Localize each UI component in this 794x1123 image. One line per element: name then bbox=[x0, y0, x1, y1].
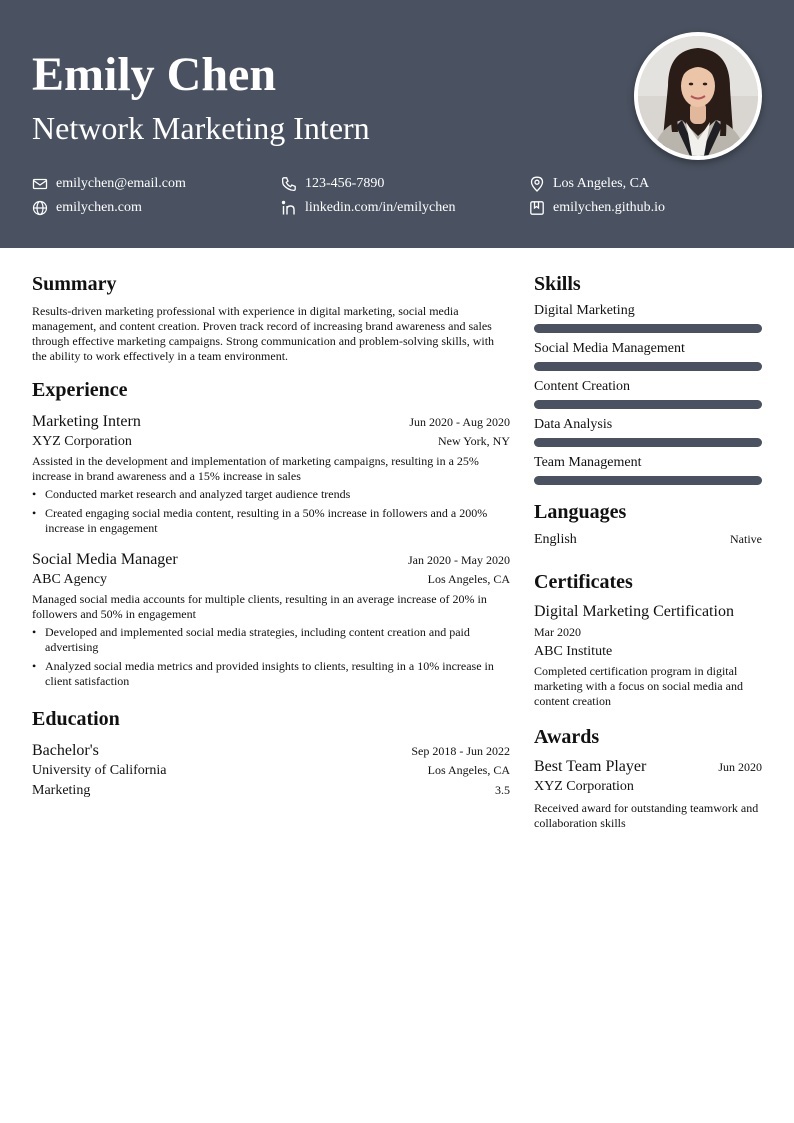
skill-name: Team Management bbox=[534, 455, 642, 470]
experience-description: Managed social media accounts for multiple clients, resulting in an average increase of 20% in followers and 50% in engagement bbox=[32, 592, 487, 621]
resume-header bbox=[0, 0, 794, 248]
contact-portfolio[interactable] bbox=[529, 196, 665, 220]
certificates-section bbox=[534, 570, 762, 709]
skill-level-fill bbox=[534, 476, 762, 485]
globe-icon bbox=[32, 200, 48, 216]
profile-photo bbox=[634, 32, 762, 160]
summary-heading: Summary bbox=[32, 273, 117, 295]
experience-dates: Jan 2020 - May 2020 bbox=[408, 553, 510, 567]
experience-location: Los Angeles, CA bbox=[427, 572, 510, 586]
main-column bbox=[32, 272, 510, 801]
experience-company: XYZ Corporation bbox=[32, 434, 132, 449]
experience-role: Marketing Intern bbox=[32, 413, 141, 430]
award-name: Best Team Player bbox=[534, 758, 647, 775]
skill-item bbox=[534, 340, 762, 371]
education-location: Los Angeles, CA bbox=[427, 763, 510, 777]
experience-description: Assisted in the development and implementation of marketing campaigns, resulting in a 25% increase in brand awareness and a 15% increase in sales bbox=[32, 454, 479, 483]
education-heading: Education bbox=[32, 708, 120, 730]
skill-item bbox=[534, 454, 762, 485]
certificate-issuer: ABC Institute bbox=[534, 644, 613, 659]
languages-section bbox=[534, 500, 762, 550]
experience-heading: Experience bbox=[32, 379, 128, 401]
skill-level-bar bbox=[534, 324, 762, 333]
experience-entry bbox=[32, 550, 510, 689]
skill-name: Digital Marketing bbox=[534, 303, 635, 318]
awards-heading: Awards bbox=[534, 726, 600, 748]
skill-level-bar bbox=[534, 362, 762, 371]
job-title: Network Marketing Intern bbox=[32, 110, 370, 146]
skill-level-bar bbox=[534, 400, 762, 409]
contact-linkedin[interactable] bbox=[281, 196, 455, 220]
experience-bullet: • Created engaging social media content, resulting in a 50% increase in followers and a 200% increase in engagement bbox=[32, 506, 510, 536]
skills-heading: Skills bbox=[534, 273, 581, 295]
skill-name: Social Media Management bbox=[534, 341, 685, 356]
contact-website-text: emilychen.com bbox=[56, 200, 142, 215]
experience-bullet: • Analyzed social media metrics and provided insights to clients, resulting in a 10% increase in client satisfaction bbox=[32, 659, 510, 689]
education-dates: Sep 2018 - Jun 2022 bbox=[411, 744, 510, 758]
side-column bbox=[534, 272, 762, 831]
experience-bullet: • Developed and implemented social media strategies, including content creation and paid advertising bbox=[32, 625, 510, 655]
certificates-heading: Certificates bbox=[534, 571, 633, 593]
certificate-description: Completed certification program in digital marketing with a focus on social media and content creation bbox=[534, 664, 743, 708]
experience-bullet: • Conducted market research and analyzed target audience trends bbox=[32, 487, 510, 502]
contact-phone[interactable] bbox=[281, 172, 384, 196]
language-name: English bbox=[534, 532, 577, 547]
experience-location: New York, NY bbox=[437, 434, 510, 448]
skill-name: Content Creation bbox=[534, 379, 631, 394]
experience-company: ABC Agency bbox=[32, 572, 108, 587]
education-section bbox=[32, 707, 510, 801]
contact-website[interactable] bbox=[32, 196, 142, 220]
skill-level-fill bbox=[534, 324, 762, 333]
skill-name: Data Analysis bbox=[534, 417, 613, 432]
summary-section bbox=[32, 272, 510, 364]
certificate-name: Digital Marketing Certification bbox=[534, 603, 734, 620]
skill-item bbox=[534, 302, 762, 333]
profile-photo-image bbox=[638, 36, 758, 156]
skills-list bbox=[534, 302, 762, 485]
contact-linkedin-text: linkedin.com/in/emilychen bbox=[305, 200, 456, 215]
skill-level-fill bbox=[534, 400, 762, 409]
contact-email[interactable] bbox=[32, 172, 186, 196]
mail-icon bbox=[32, 176, 48, 192]
skill-item bbox=[534, 416, 762, 447]
education-gpa: 3.5 bbox=[495, 783, 510, 797]
skill-level-bar bbox=[534, 438, 762, 447]
location-pin-icon bbox=[529, 176, 545, 192]
experience-section bbox=[32, 378, 510, 689]
education-school: University of California bbox=[32, 763, 167, 778]
awards-section bbox=[534, 725, 762, 831]
experience-dates: Jun 2020 - Aug 2020 bbox=[409, 415, 510, 429]
language-level: Native bbox=[730, 532, 762, 546]
experience-bullets bbox=[32, 625, 510, 689]
candidate-name: Emily Chen bbox=[32, 48, 277, 101]
award-date: Jun 2020 bbox=[718, 760, 762, 774]
skill-level-bar bbox=[534, 476, 762, 485]
contact-location-text: Los Angeles, CA bbox=[553, 176, 650, 191]
education-field: Marketing bbox=[32, 783, 91, 798]
experience-role: Social Media Manager bbox=[32, 551, 178, 568]
contact-phone-text: 123-456-7890 bbox=[305, 176, 385, 191]
linkedin-icon bbox=[281, 200, 297, 216]
experience-bullets bbox=[32, 487, 510, 536]
education-degree: Bachelor's bbox=[32, 742, 99, 759]
contact-portfolio-text: emilychen.github.io bbox=[553, 200, 665, 215]
skills-section bbox=[534, 272, 762, 485]
bookmark-icon bbox=[529, 200, 545, 216]
phone-icon bbox=[281, 176, 297, 192]
languages-heading: Languages bbox=[534, 501, 627, 523]
summary-text: Results-driven marketing professional with experience in digital marketing, social media management, and content creation. Proven track record of increasing brand awareness and sales through effective marketing campaigns. Strong communication and problem-solving skills, with the ability to work effectively in a team environment. bbox=[32, 304, 495, 363]
award-description: Received award for outstanding teamwork and collaboration skills bbox=[534, 801, 759, 830]
skill-item bbox=[534, 378, 762, 409]
contact-email-text: emilychen@email.com bbox=[56, 176, 186, 191]
contact-location bbox=[529, 172, 649, 196]
certificate-date: Mar 2020 bbox=[534, 625, 581, 639]
skill-level-fill bbox=[534, 438, 762, 447]
award-issuer: XYZ Corporation bbox=[534, 779, 634, 794]
skill-level-fill bbox=[534, 362, 762, 371]
experience-entry bbox=[32, 412, 510, 536]
